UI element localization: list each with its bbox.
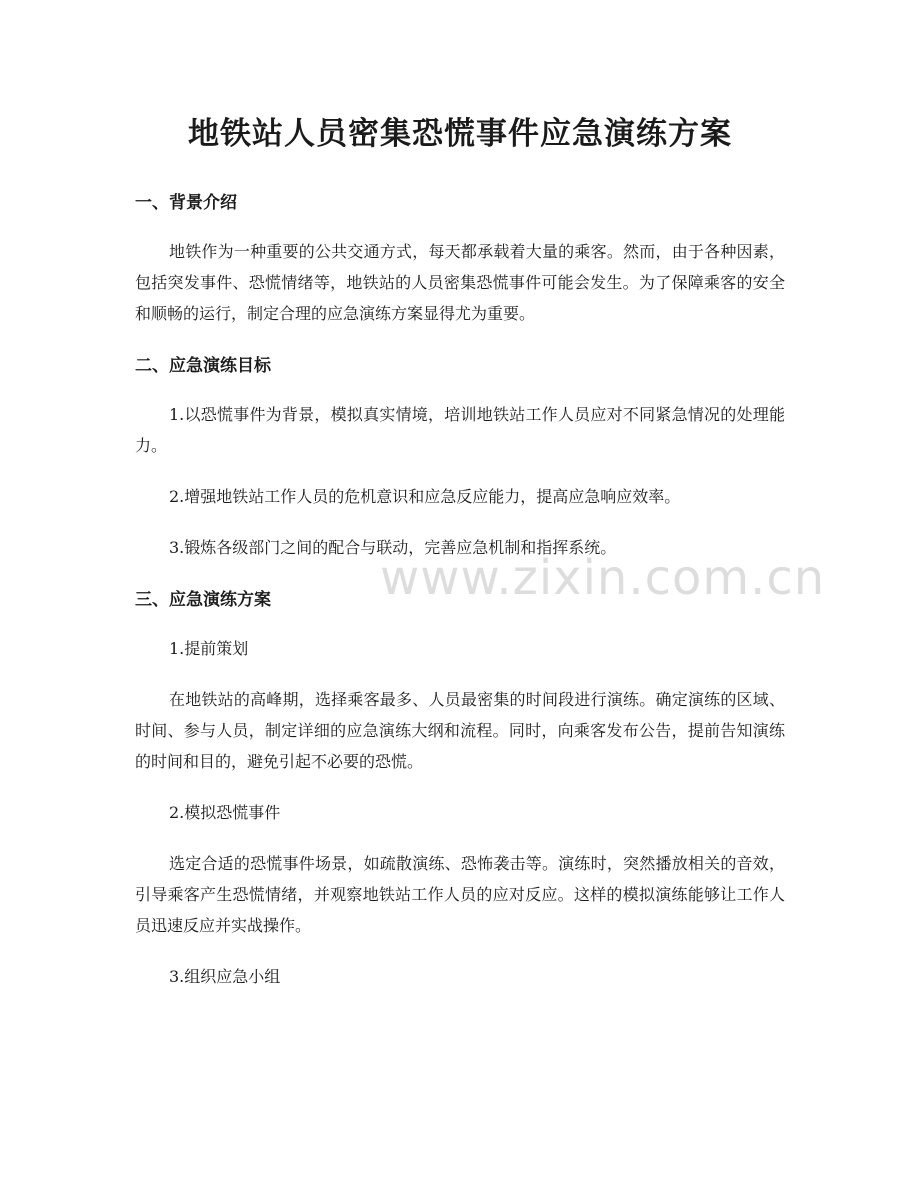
background-paragraph: 地铁作为一种重要的公共交通方式，每天都承载着大量的乘客。然而，由于各种因素，包括突发事件、恐慌情绪等，地铁站的人员密集恐慌事件可能会发生。为了保障乘客的安全和顺畅的运行，制定合理的应急演练方案显得尤为重要。 <box>135 242 785 323</box>
plan-subheading-1: 1.提前策划 <box>169 639 249 658</box>
section-heading-plan: 三、应急演练方案 <box>135 590 271 610</box>
watermark: www.zixin.com.cn <box>380 550 826 606</box>
goal-item-2: 2.增强地铁站工作人员的危机意识和应急反应能力，提高应急响应效率。 <box>169 487 681 506</box>
document-body <box>135 186 785 992</box>
plan-subheading-2: 2.模拟恐慌事件 <box>169 803 281 822</box>
plan-paragraph-2: 选定合适的恐慌事件场景，如疏散演练、恐怖袭击等。演练时，突然播放相关的音效，引导乘客产生恐慌情绪，并观察地铁站工作人员的应对反应。这样的模拟演练能够让工作人员迅速反应并实战操作。 <box>135 854 785 935</box>
plan-subheading-3: 3.组织应急小组 <box>169 967 281 986</box>
section-heading-background: 一、背景介绍 <box>135 193 237 213</box>
plan-paragraph-1: 在地铁站的高峰期，选择乘客最多、人员最密集的时间段进行演练。确定演练的区域、时间、参与人员，制定详细的应急演练大纲和流程。同时，向乘客发布公告，提前告知演练的时间和目的，避免引起不必要的恐慌。 <box>135 690 785 771</box>
section-heading-goals: 二、应急演练目标 <box>135 356 271 376</box>
document-title: 地铁站人员密集恐慌事件应急演练方案 <box>188 116 732 152</box>
goal-item-1: 1.以恐慌事件为背景，模拟真实情境，培训地铁站工作人员应对不同紧急情况的处理能力。 <box>135 405 785 455</box>
goal-item-3: 3.锻炼各级部门之间的配合与联动，完善应急机制和指挥系统。 <box>169 538 617 557</box>
